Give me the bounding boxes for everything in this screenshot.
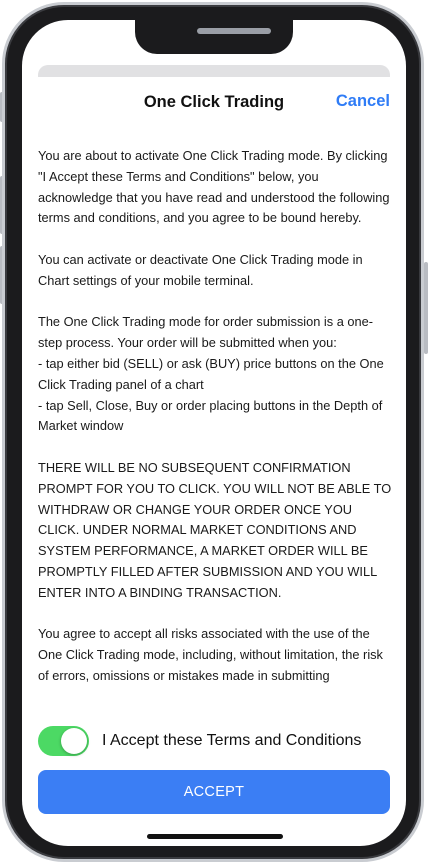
terms-paragraph-5: You agree to accept all risks associated with the use of the One Click Trading mode, including, without limitation, the risk of errors, omissions or mistakes made in submitting xyxy=(38,626,383,683)
accept-button[interactable]: ACCEPT xyxy=(38,770,390,814)
notch xyxy=(135,20,293,54)
toggle-knob xyxy=(61,728,87,754)
screen xyxy=(22,20,406,846)
scroll-fade xyxy=(22,686,406,712)
terms-paragraph-4: THERE WILL BE NO SUBSEQUENT CONFIRMATION PROMPT FOR YOU TO CLICK. YOU WILL NOT BE ABLE TO WITHDRAW OR CHANGE YOUR ORDER ONCE YOU CLICK. UNDER NORMAL MARKET CONDITIONS AND SYSTEM PERFORMANCE, A MARKET ORDER WILL BE PROMPTLY FILLED AFTER SUBMISSION AND YOU WILL ENTER INTO A BINDING TRANSACTION. xyxy=(38,459,392,600)
terms-paragraph-1: You are about to activate One Click Trading mode. By clicking "I Accept these Terms and Conditions" below, you acknowledge that you have read and understood the following terms and conditions, and you agree to be bound hereby. xyxy=(38,148,390,226)
accept-terms-label: I Accept these Terms and Conditions xyxy=(102,732,362,749)
power-button xyxy=(424,262,428,354)
cancel-button[interactable]: Cancel xyxy=(335,92,390,110)
terms-paragraph-3: The One Click Trading mode for order submission is a one-step process. Your order will be submitted when you: - tap either bid (SELL) or ask (BUY) price buttons on the One Click Trading panel of a chart - tap Sell, Close, Buy or order placing buttons in the Depth of Market window xyxy=(38,314,384,434)
page-title: One Click Trading xyxy=(143,93,285,111)
accept-terms-row xyxy=(38,724,390,756)
underlying-sheet xyxy=(38,65,390,77)
terms-paragraph-2: You can activate or deactivate One Click Trading mode in Chart settings of your mobile terminal. xyxy=(38,251,363,288)
home-indicator xyxy=(147,834,283,839)
accept-terms-toggle[interactable] xyxy=(38,726,89,756)
speaker-grille xyxy=(197,28,271,34)
modal-header xyxy=(22,80,406,120)
terms-text-scroll[interactable] xyxy=(38,146,392,706)
